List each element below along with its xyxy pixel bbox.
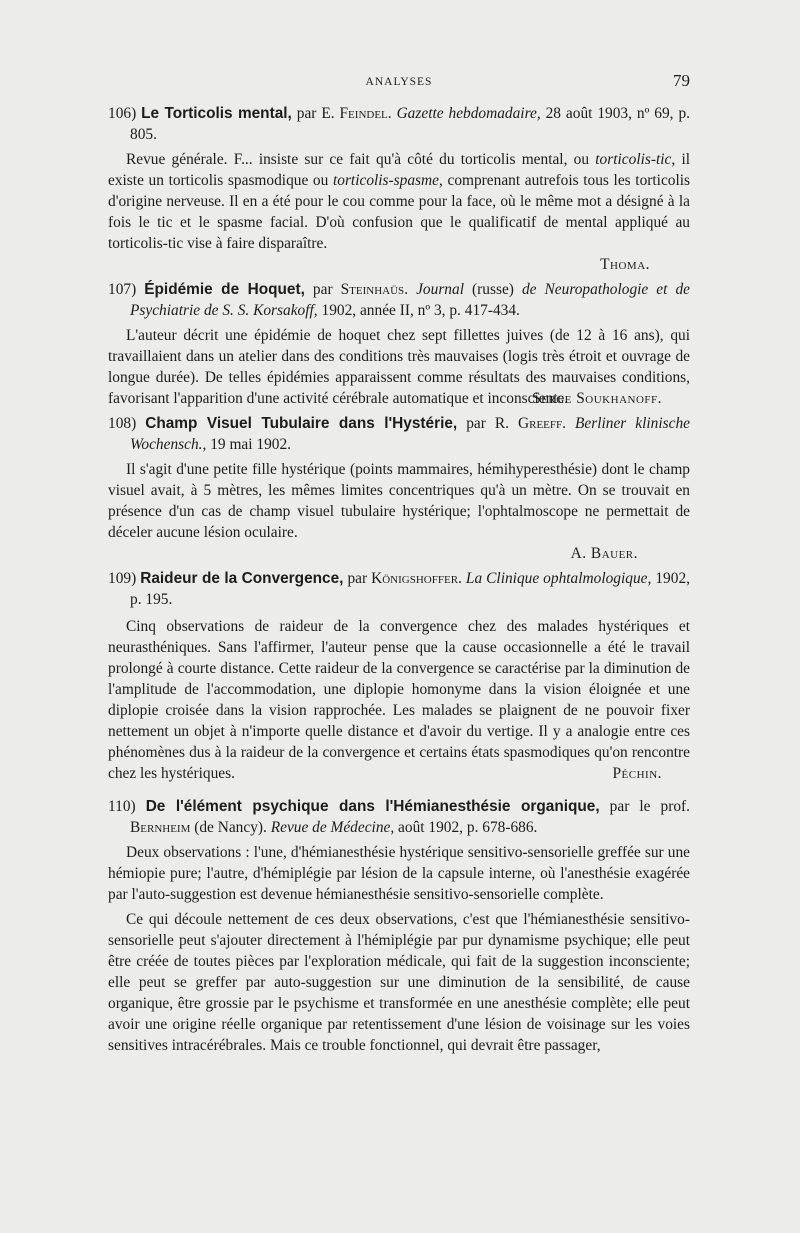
entry-journal-continued: de Neuropathologie et de Psychiatrie de S. S. Korsakoff,: [130, 281, 690, 319]
entry-author: Bernheim: [130, 819, 191, 836]
ref-text: par: [343, 570, 372, 587]
entry-paragraph: Ce qui découle nettement de ces deux observations, c'est que l'hémianesthésie sensitivo-sensorielle peut s'ajouter directement à l'hémiplégie par pur dynamisme psychique; elle peut être créée de toutes pièces par l'exploration médicale, qui fait de la suggestion inconsciente; elle peut se greffer par auto-suggestion sur une diminution de la sensibilité, de cause organique, être grossie par le psychisme et transformée en une anesthésie complète; elle peut avoir une origine réelle organique par retentissement d'une lésion de voisinage sur les voies sensitives intracérébrales. Mais ce trouble fonctionnel, qui devrait être passager,: [108, 911, 690, 1054]
ref-text: par: [304, 281, 341, 298]
entry-title: Épidémie de Hoquet,: [144, 281, 305, 298]
ref-text: par E.: [291, 105, 340, 122]
running-head: [108, 70, 690, 92]
entry-journal: Gazette hebdomadaire,: [396, 105, 541, 122]
entry-title: Raideur de la Convergence,: [140, 570, 344, 587]
entry-author: Steinhaüs: [340, 281, 405, 298]
entry-paragraph: [108, 149, 690, 254]
entry-signature: Serge Soukhanoff.: [532, 390, 662, 407]
ref-text: par le prof.: [599, 798, 690, 815]
entry-paragraph: Deux observations : l'une, d'hémianesthésie hystérique sensitivo-sensorielle greffée sur une hémiopie pure; l'autre, d'hémiplégie par lésion de la capsule interne, où l'anesthésie exagérée par l'auto-suggestion est devenue hémianesthésie sensitivo-sensorielle complète.: [108, 844, 690, 903]
entry-author: Feindel: [339, 105, 388, 122]
entry-title: De l'élément psychique dans l'Hémianesthésie organique,: [145, 798, 600, 815]
entry-paragraph: Cinq observations de raideur de la convergence chez des malades hystériques et neurasthéniques. Sans l'affirmer, l'auteur pense que la cause occasionnelle a été le travail prolongé à courte distance. Cette raideur de la convergence se caractérise par la diminution de l'amplitude de l'accommodation, une diplopie homonyme dans la vision éloignée et une diplopie croisée dans la vision rapprochée. Les malades se plaignent de ne pouvoir fixer nettement un objet à n'importe quelle distance et d'avoir du vertige. Il y a analogie entre ces phénomènes dus à la raideur de la convergence et certains états spasmodiques qu'on rencontre chez les hystériques.: [108, 618, 690, 782]
entry-header: [108, 279, 690, 321]
ref-text: 28 août 1903, nº 69, p. 805.: [130, 105, 690, 143]
running-title: ANALYSES: [365, 76, 433, 88]
entry-signature: Péchin.: [612, 765, 662, 782]
paragraph-text: Revue générale. F... insiste sur ce fait qu'à côté du torticolis mental, ou: [126, 151, 596, 168]
entry-author: Greeff: [518, 415, 563, 432]
ref-text: 1902, année II, nº 3, p. 417-434.: [317, 302, 520, 319]
entry-paragraph: L'auteur décrit une épidémie de hoquet chez sept fillettes juives (de 12 à 16 ans), qui travaillaient dans un atelier dans des conditions très mauvaises (logis très étroit et ouvrage de longue durée). De telles épidémies apparaissent comme résultats des mauvaises conditions, favorisant l'apparition d'une activité cérébrale automatique et inconsciente.: [108, 327, 690, 407]
entry-110: [108, 796, 690, 1056]
entry-number: 106): [108, 105, 137, 122]
entry-number: 110): [108, 798, 136, 815]
page-number: 79: [673, 71, 690, 90]
ref-text: août 1902, p. 678-686.: [394, 819, 538, 836]
paragraph-italic: torticolis-tic: [595, 151, 672, 168]
entry-journal: Journal: [416, 281, 464, 298]
article-body: [108, 103, 690, 1056]
ref-text: .: [458, 570, 466, 587]
signature-row: [108, 543, 690, 564]
entry-header: [108, 568, 690, 610]
ref-text: .: [562, 415, 575, 432]
paragraph-italic: torticolis-spasme: [332, 172, 439, 189]
entry-signature: A. Bauer.: [570, 545, 638, 562]
entry-header: [108, 413, 690, 455]
entry-107: [108, 279, 690, 409]
ref-text: .: [387, 105, 397, 122]
entry-header: [108, 103, 690, 145]
ref-text: (de Nancy).: [190, 819, 271, 836]
entry-paragraph: Il s'agit d'une petite fille hystérique (points mammaires, hémihyperesthésie) dont le champ visuel avait, à 5 mètres, les mêmes limites concentriques qu'à un mètre. On se trouvait en présence d'un cas de champ visuel tubulaire hystérique; l'ophtalmoscope ne permettait de déceler aucune lésion oculaire.: [108, 461, 690, 541]
entry-signature: Thoma.: [600, 256, 650, 273]
entry-106: [108, 103, 690, 275]
signature-row: [108, 254, 690, 275]
entry-109: [108, 568, 690, 784]
entry-title: Champ Visuel Tubulaire dans l'Hystérie,: [145, 415, 458, 432]
entry-author: Königshoffer: [371, 570, 459, 587]
ref-text: 1902, p. 195.: [130, 570, 690, 608]
ref-text: par R.: [457, 415, 518, 432]
entry-journal: Revue de Médecine,: [270, 819, 395, 836]
entry-header: [108, 796, 690, 838]
entry-108: [108, 413, 690, 564]
ref-text: .: [404, 281, 417, 298]
ref-text: (russe): [463, 281, 522, 298]
entry-number: 109): [108, 570, 137, 587]
entry-number: 108): [108, 415, 137, 432]
entry-journal: La Clinique ophtalmologique,: [465, 570, 652, 587]
paragraph-text: , il existe un torticolis spasmodique ou: [108, 151, 691, 189]
paragraph-text: , comprenant autrefois tous les torticolis d'origine nerveuse. Il en a été pour le cou comme pour la face, où le même mot a désigné à la fois le tic et le spasme facial. D'où confusion que le qualificatif de mental appliqué au torticolis-tic vise à faire disparaître.: [108, 172, 691, 252]
entry-number: 107): [108, 281, 137, 298]
entry-title: Le Torticolis mental,: [141, 105, 292, 122]
entry-journal: Berliner klinische Wochensch.: [130, 415, 690, 453]
ref-text: , 19 mai 1902.: [202, 436, 292, 453]
